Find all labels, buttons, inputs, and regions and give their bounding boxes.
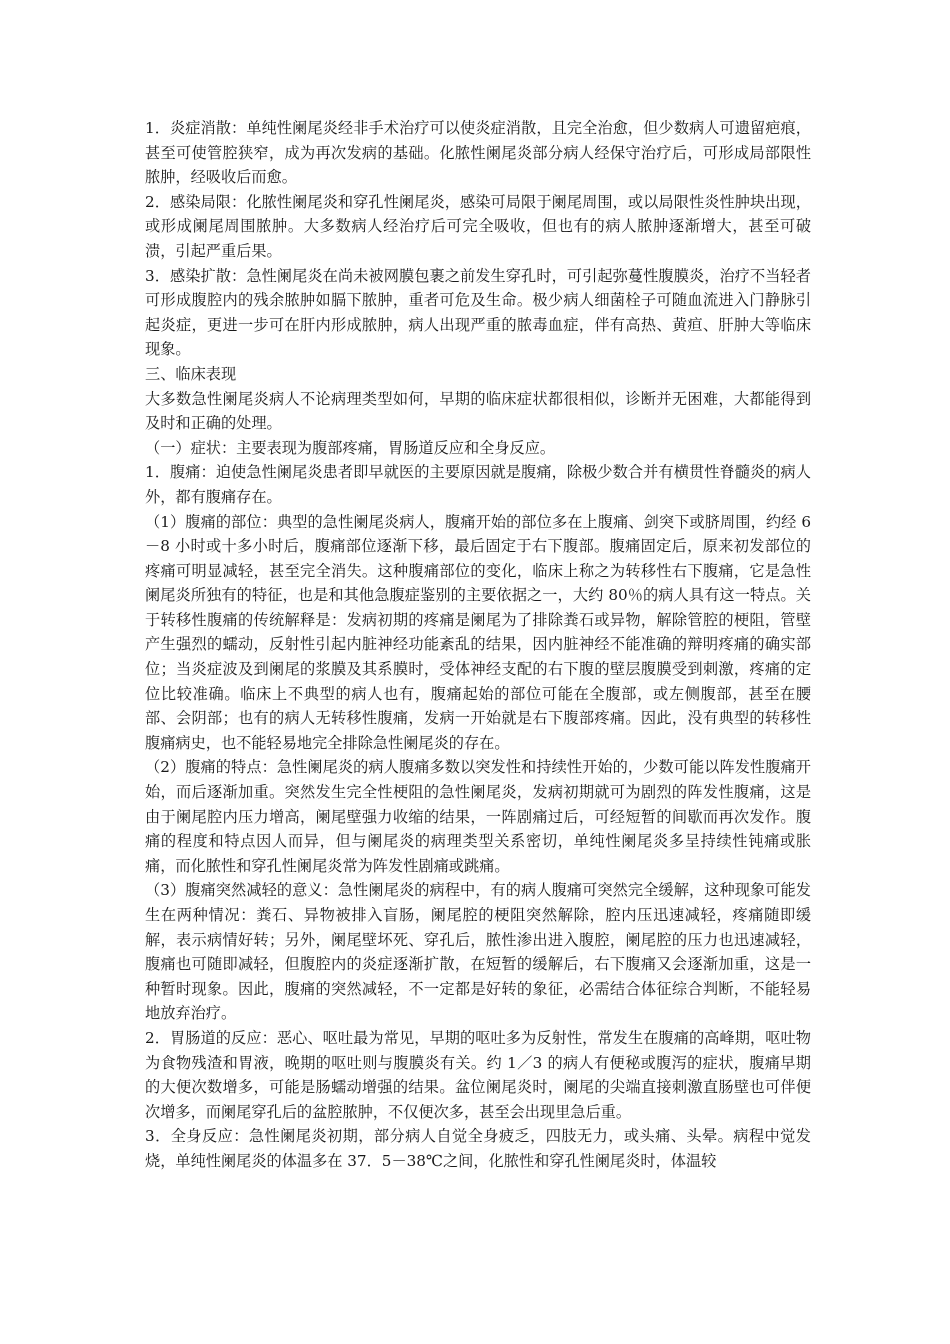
paragraph-clinical-intro: 大多数急性阑尾炎病人不论病理类型如何，早期的临床症状都很相似，诊断并无困难，大都能得到及时和正确的处理。 — [145, 389, 811, 433]
paragraph-gi-reaction: 2．胃肠道的反应：恶心、呕吐最为常见，早期的呕吐多为反射性，常发生在腹痛的高峰期，呕吐物为食物残渣和胃液，晚期的呕吐则与腹膜炎有关。约 1／3 的病人有便秘或腹泻的症状，腹痛早期的大便次数增多，可能是肠蠕动增强的结果。盆位阑尾炎时，阑尾的尖端直接刺激直肠壁也可伴便次增多，而阑尾穿孔后的盆腔脓肿，不仅便次多，甚至会出现里急后重。 — [145, 1028, 811, 1121]
paragraph-pain-relief: （3）腹痛突然减轻的意义：急性阑尾炎的病程中，有的病人腹痛可突然完全缓解，这种现象可能发生在两种情况：粪石、异物被排入盲肠，阑尾腔的梗阻突然解除，腔内压迅速减轻，疼痛随即缓解，表示病情好转；另外，阑尾壁坏死、穿孔后，脓性渗出进入腹腔，阑尾腔的压力也迅速减轻，腹痛也可随即减轻，但腹腔内的炎症逐渐扩散，在短暂的缓解后，右下腹痛又会逐渐加重，这是一种暂时现象。因此，腹痛的突然减轻，不一定都是好转的象征，必需结合体征综合判断，不能轻易地放弃治疗。 — [145, 881, 811, 1023]
subsection-heading-symptoms: （一）症状：主要表现为腹部疼痛，胃肠道反应和全身反应。 — [145, 438, 556, 457]
paragraph-pain-character: （2）腹痛的特点：急性阑尾炎的病人腹痛多数以突发性和持续性开始的，少数可能以阵发性腹痛开始，而后逐渐加重。突然发生完全性梗阻的急性阑尾炎，发病初期就可为剧烈的阵发性腹痛，这是由于阑尾腔内压力增高，阑尾壁强力收缩的结果，一阵剧痛过后，可经短暂的间歇而再次发作。腹痛的程度和特点因人而异，但与阑尾炎的病理类型关系密切，单纯性阑尾炎多呈持续性钝痛或胀痛，而化脓性和穿孔性阑尾炎常为阵发性剧痛或跳痛。 — [145, 758, 811, 875]
paragraph-outcome-resolution: 1．炎症消散：单纯性阑尾炎经非手术治疗可以使炎症消散，且完全治愈，但少数病人可遗留疤痕，甚至可使管腔狭窄，成为再次发病的基础。化脓性阑尾炎部分病人经保守治疗后，可形成局部限性脓肿，经吸收后而愈。 — [145, 119, 811, 187]
document-body — [145, 116, 811, 1174]
paragraph-pain-location: （1）腹痛的部位：典型的急性阑尾炎病人，腹痛开始的部位多在上腹痛、剑突下或脐周围，约经 6－8 小时或十多小时后，腹痛部位逐渐下移，最后固定于右下腹部。腹痛固定后，原来初发部位的疼痛可明显减轻，甚至完全消失。这种腹痛部位的变化，临床上称之为转移性右下腹痛，它是急性阑尾炎所独有的特征，也是和其他急腹症鉴别的主要依据之一，大约 80％的病人具有这一特点。关于转移性腹痛的传统解释是：发病初期的疼痛是阑尾为了排除粪石或异物，解除管腔的梗阻，管壁产生强烈的蠕动，反射性引起内脏神经功能紊乱的结果，因内脏神经不能准确的辩明疼痛的确实部位；当炎症波及到阑尾的浆膜及其系膜时，受体神经支配的右下腹的壁层腹膜受到刺激，疼痛的定位比较准确。临床上不典型的病人也有，腹痛起始的部位可能在全腹部，或左侧腹部，甚至在腰部、会阴部；也有的病人无转移性腹痛，发病一开始就是右下腹部疼痛。因此，没有典型的转移性腹痛病史，也不能轻易地完全排除急性阑尾炎的存在。 — [145, 512, 811, 752]
paragraph-systemic-reaction: 3．全身反应：急性阑尾炎初期，部分病人自觉全身疲乏，四肢无力，或头痛、头晕。病程中觉发烧，单纯性阑尾炎的体温多在 37．5－38℃之间，化脓性和穿孔性阑尾炎时，体温较 — [145, 1127, 811, 1170]
paragraph-outcome-localized: 2．感染局限：化脓性阑尾炎和穿孔性阑尾炎，感染可局限于阑尾周围，或以局限性炎性肿块出现，或形成阑尾周围脓肿。大多数病人经治疗后可完全吸收，但也有的病人脓肿逐渐增大，甚至可破溃，引起严重后果。 — [145, 192, 811, 260]
section-heading-clinical: 三、临床表现 — [145, 364, 237, 383]
paragraph-abdominal-pain: 1．腹痛：迫使急性阑尾炎患者即早就医的主要原因就是腹痛，除极少数合并有横贯性脊髓炎的病人外，都有腹痛存在。 — [145, 463, 811, 506]
paragraph-outcome-spread: 3．感染扩散：急性阑尾炎在尚未被网膜包裹之前发生穿孔时，可引起弥蔓性腹膜炎，治疗不当轻者可形成腹腔内的残余脓肿如膈下脓肿，重者可危及生命。极少病人细菌栓子可随血流进入门静脉引起炎症，更进一步可在肝内形成脓肿，病人出现严重的脓毒血症，伴有高热、黄疸、肝肿大等临床现象。 — [145, 266, 811, 359]
